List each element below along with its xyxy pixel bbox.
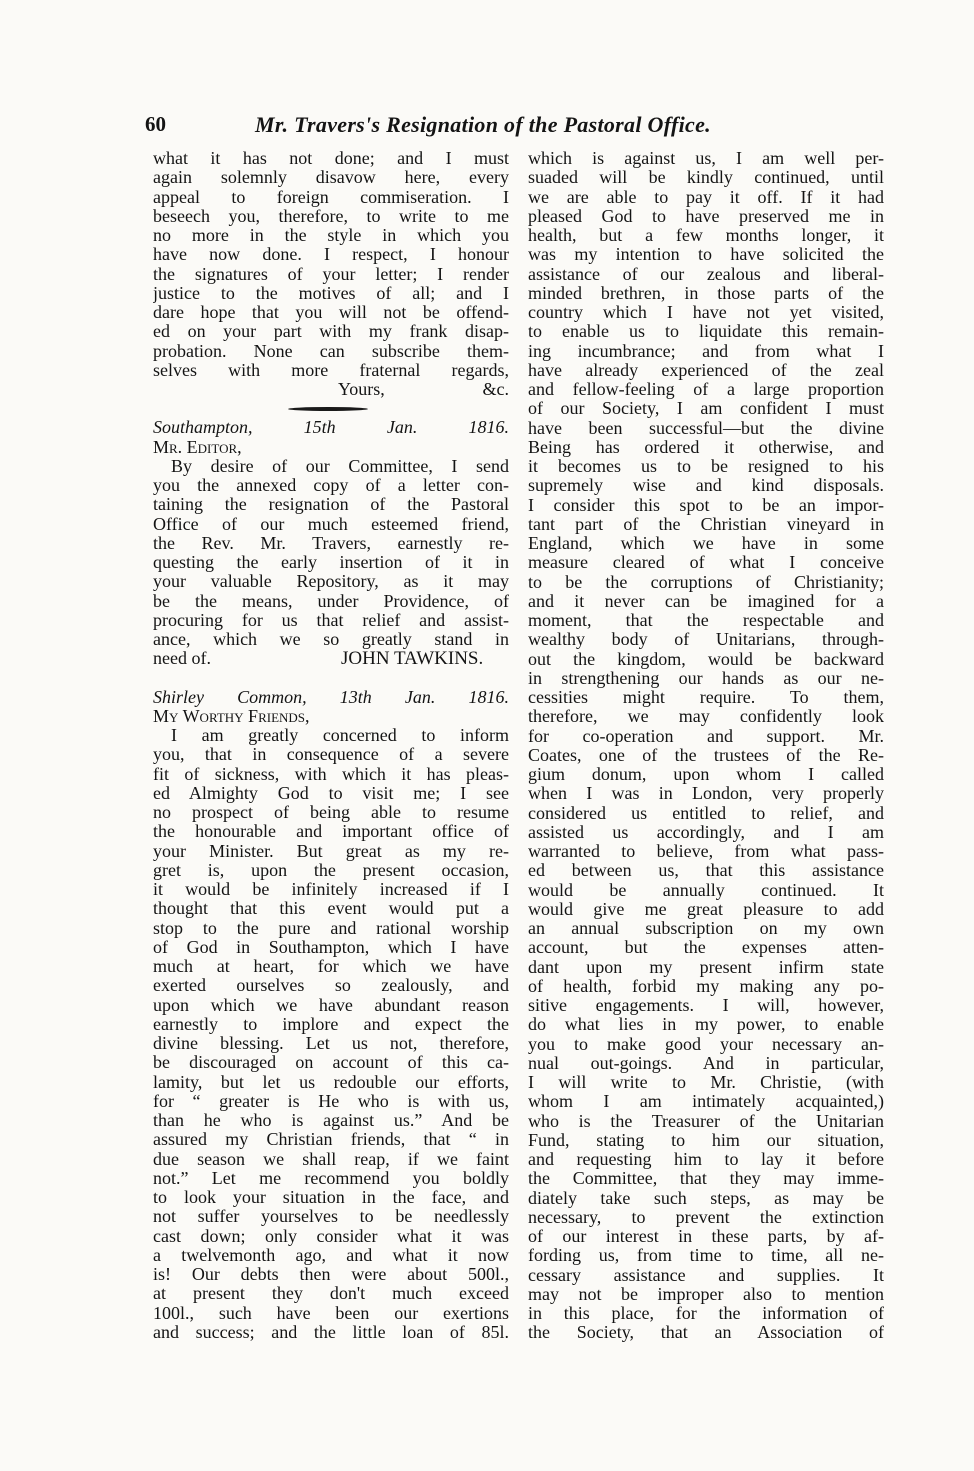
text-line: sitive engagements. I will, however, bbox=[528, 996, 884, 1015]
text-line: appeal to foreign commiseration. I bbox=[153, 187, 509, 207]
text-line: probation. None can subscribe them- bbox=[153, 341, 509, 361]
text-line: you the annexed copy of a letter con- bbox=[153, 476, 509, 495]
text-line: do what lies in my power, to enable bbox=[528, 1015, 884, 1035]
text-line: I will write to Mr. Christie, (with bbox=[528, 1073, 884, 1092]
text-line: cast down; only consider what it was bbox=[153, 1226, 509, 1246]
text-line: and it never can be imagined for a bbox=[528, 591, 884, 611]
text-line: country which I have not yet visited, bbox=[528, 303, 884, 322]
text-line: gium donum, upon whom I called bbox=[528, 765, 884, 784]
text-line: and success; and the little loan of 85l. bbox=[153, 1322, 509, 1342]
text-line: account, but the expenses atten- bbox=[528, 938, 884, 958]
text-line: nual out-goings. And in particular, bbox=[528, 1053, 884, 1073]
text-line: is! Our debts then were about 500l., bbox=[153, 1265, 509, 1284]
text-line: the signatures of your letter; I render bbox=[153, 264, 509, 284]
right-column bbox=[528, 149, 884, 1343]
editor-letter-last-line: need of. bbox=[153, 649, 211, 669]
text-line: Fund, stating to him our situation, bbox=[528, 1130, 884, 1150]
text-line: of our interest in these parts, by af- bbox=[528, 1227, 884, 1246]
text-line: at present they don't much exceed bbox=[153, 1284, 509, 1304]
text-line: I am greatly concerned to inform bbox=[171, 726, 509, 745]
text-line: have now done. I respect, I honour bbox=[153, 245, 509, 265]
text-line: for co-operation and support. Mr. bbox=[528, 726, 884, 746]
text-line: to be the corruptions of Christianity; bbox=[528, 572, 884, 592]
text-line: to look your situation in the face, and bbox=[153, 1188, 509, 1207]
text-line: would give me great pleasure to add bbox=[528, 899, 884, 919]
text-line: have been successful—but the divine bbox=[528, 418, 884, 438]
text-line: wealthy body of Unitarians, through- bbox=[528, 630, 884, 650]
text-line: necessary, to prevent the extinction bbox=[528, 1207, 884, 1227]
text-line: who is the Treasurer of the Unitarian bbox=[528, 1111, 884, 1131]
text-line: dare hope that you will not be offend- bbox=[153, 303, 509, 322]
text-line: I consider this spot to be an impor- bbox=[528, 495, 884, 515]
text-line: be discouraged on account of this ca- bbox=[153, 1053, 509, 1073]
text-line: what it has not done; and I must bbox=[153, 149, 509, 168]
text-line: the Rev. Mr. Travers, earnestly re- bbox=[153, 533, 509, 553]
text-line: procuring for us that relief and assist- bbox=[153, 610, 509, 630]
text-line: an annual subscription on my own bbox=[528, 919, 884, 938]
text-line: exerted ourselves so zealously, and bbox=[153, 976, 509, 996]
text-line: thought that this event would put a bbox=[153, 899, 509, 919]
text-line: earnestly to implore and expect the bbox=[153, 1014, 509, 1034]
text-line: was my intention to have solicited the bbox=[528, 245, 884, 265]
page-header bbox=[145, 112, 890, 142]
text-line: 100l., such have been our exertions bbox=[153, 1303, 509, 1323]
text-line: in this place, for the information of bbox=[528, 1304, 884, 1323]
text-line: it becomes us to be resigned to his bbox=[528, 457, 884, 476]
editor-letter-closing-line bbox=[153, 649, 509, 668]
text-line: we are able to pay it off. If it had bbox=[528, 187, 884, 207]
text-line: tant part of the Christian vineyard in bbox=[528, 514, 884, 534]
text-line: lamity, but let us redouble our efforts, bbox=[153, 1072, 509, 1092]
text-line: Being has ordered it otherwise, and bbox=[528, 437, 884, 457]
text-line: not.” Let me recommend you boldly bbox=[153, 1168, 509, 1188]
text-line: not suffer yourselves to be needlessly bbox=[153, 1207, 509, 1227]
text-line: dant upon my present infirm state bbox=[528, 957, 884, 977]
text-line: for “ greater is He who is with us, bbox=[153, 1091, 509, 1111]
text-line: when I was in London, very properly bbox=[528, 784, 884, 804]
text-line: selves with more fraternal regards, bbox=[153, 360, 509, 380]
text-line: divine blessing. Let us not, therefore, bbox=[153, 1034, 509, 1053]
text-line: your Minister. But great as my re- bbox=[153, 841, 509, 861]
text-line: to enable us to liquidate this remain- bbox=[528, 322, 884, 342]
text-line: of God in Southampton, which I have bbox=[153, 937, 509, 957]
text-line: be the means, under Providence, of bbox=[153, 591, 509, 611]
text-line: you to make good your necessary an- bbox=[528, 1034, 884, 1054]
text-line: beseech you, therefore, to write to me bbox=[153, 206, 509, 226]
text-line: taining the resignation of the Pastoral bbox=[153, 495, 509, 515]
page-number: 60 bbox=[145, 112, 166, 136]
text-line: Coates, one of the trustees of the Re- bbox=[528, 745, 884, 765]
editor-letter-dateline: Southampton, 15th Jan. 1816. bbox=[153, 418, 509, 438]
signoff: Yours, &c. bbox=[338, 380, 509, 399]
editor-letter-signature: JOHN TAWKINS. bbox=[340, 649, 484, 669]
text-line: a twelvemonth ago, and what it now bbox=[153, 1245, 509, 1265]
text-line: supremely wise and kind disposals. bbox=[528, 476, 884, 496]
text-line: your valuable Repository, as it may bbox=[153, 572, 509, 592]
resignation-letter-continued bbox=[528, 149, 884, 1343]
text-line: minded brethren, in those parts of the bbox=[528, 283, 884, 303]
text-line: warranted to believe, from what pass- bbox=[528, 842, 884, 861]
text-line: ed Almighty God to visit me; I see bbox=[153, 783, 509, 803]
text-line: of our Society, I am confident I must bbox=[528, 399, 884, 419]
running-title: Mr. Travers's Resignation of the Pastoral Office. bbox=[255, 112, 711, 137]
resignation-letter-dateline: Shirley Common, 13th Jan. 1816. bbox=[153, 687, 509, 707]
resignation-letter-body bbox=[153, 726, 509, 1342]
text-line: assistance of our zealous and liberal- bbox=[528, 264, 884, 284]
text-line: gret is, upon the present occasion, bbox=[153, 860, 509, 880]
text-line: would be annually continued. It bbox=[528, 880, 884, 900]
spacer bbox=[153, 669, 509, 688]
text-line: justice to the motives of all; and I bbox=[153, 283, 509, 303]
text-line: it would be infinitely increased if I bbox=[153, 880, 509, 899]
text-line: whom I am intimately acquainted,) bbox=[528, 1092, 884, 1112]
continuation-paragraph bbox=[153, 149, 509, 380]
text-line: and fellow-feeling of a large proportion bbox=[528, 380, 884, 399]
resignation-letter-salutation: My Worthy Friends, bbox=[153, 706, 310, 726]
text-line: again solemnly disavow here, every bbox=[153, 168, 509, 188]
text-line: fit of sickness, with which it has pleas- bbox=[153, 764, 509, 784]
text-line: moment, that the respectable and bbox=[528, 611, 884, 630]
text-line: you, that in consequence of a severe bbox=[153, 745, 509, 765]
text-line: of health, forbid my making any po- bbox=[528, 976, 884, 996]
section-divider-ornament bbox=[153, 399, 509, 418]
text-line: due season we shall reap, if we faint bbox=[153, 1149, 509, 1169]
text-line: Office of our much esteemed friend, bbox=[153, 514, 509, 534]
text-line: no more in the style in which you bbox=[153, 226, 509, 245]
text-line: assisted us accordingly, and I am bbox=[528, 822, 884, 842]
text-line: considered us entitled to relief, and bbox=[528, 803, 884, 823]
text-line: and requesting him to lay it before bbox=[528, 1150, 884, 1169]
editor-letter-body bbox=[153, 457, 509, 650]
text-line: much at heart, for which we have bbox=[153, 957, 509, 976]
text-line: suaded will be kindly continued, until bbox=[528, 168, 884, 188]
text-line: no prospect of being able to resume bbox=[153, 803, 509, 822]
text-line: cessities might require. To them, bbox=[528, 688, 884, 707]
text-line: which is against us, I am well per- bbox=[528, 149, 884, 168]
text-line: the Society, that an Association of bbox=[528, 1323, 884, 1343]
text-line: health, but a few months longer, it bbox=[528, 226, 884, 245]
text-line: stop to the pure and rational worship bbox=[153, 918, 509, 938]
text-line: By desire of our Committee, I send bbox=[171, 456, 509, 476]
text-line: ance, which we so greatly stand in bbox=[153, 630, 509, 649]
text-line: ed on your part with my frank disap- bbox=[153, 322, 509, 342]
text-line: the honourable and important office of bbox=[153, 822, 509, 842]
text-line: therefore, we may confidently look bbox=[528, 707, 884, 727]
text-line: England, which we have in some bbox=[528, 534, 884, 553]
text-line: cessary assistance and supplies. It bbox=[528, 1265, 884, 1285]
text-line: have already experienced of the zeal bbox=[528, 360, 884, 380]
text-line: measure cleared of what I conceive bbox=[528, 553, 884, 573]
text-line: the Committee, that they may imme- bbox=[528, 1169, 884, 1189]
text-line: questing the early insertion of it in bbox=[153, 553, 509, 572]
text-line: fording us, from time to time, all ne- bbox=[528, 1246, 884, 1266]
text-line: diately take such steps, as may be bbox=[528, 1188, 884, 1208]
text-line: than he who is against us.” And be bbox=[153, 1111, 509, 1130]
text-line: assured my Christian friends, that “ in bbox=[153, 1130, 509, 1150]
text-line: pleased God to have preserved me in bbox=[528, 206, 884, 226]
editor-letter-salutation: Mr. Editor, bbox=[153, 437, 242, 457]
text-line: ing incumbrance; and from what I bbox=[528, 341, 884, 361]
text-line: out the kingdom, would be backward bbox=[528, 649, 884, 669]
left-column bbox=[153, 149, 509, 1342]
text-line: upon which we have abundant reason bbox=[153, 995, 509, 1015]
text-line: may not be improper also to mention bbox=[528, 1284, 884, 1304]
text-line: in strengthening our hands as our ne- bbox=[528, 668, 884, 688]
text-line: ed between us, that this assistance bbox=[528, 861, 884, 881]
